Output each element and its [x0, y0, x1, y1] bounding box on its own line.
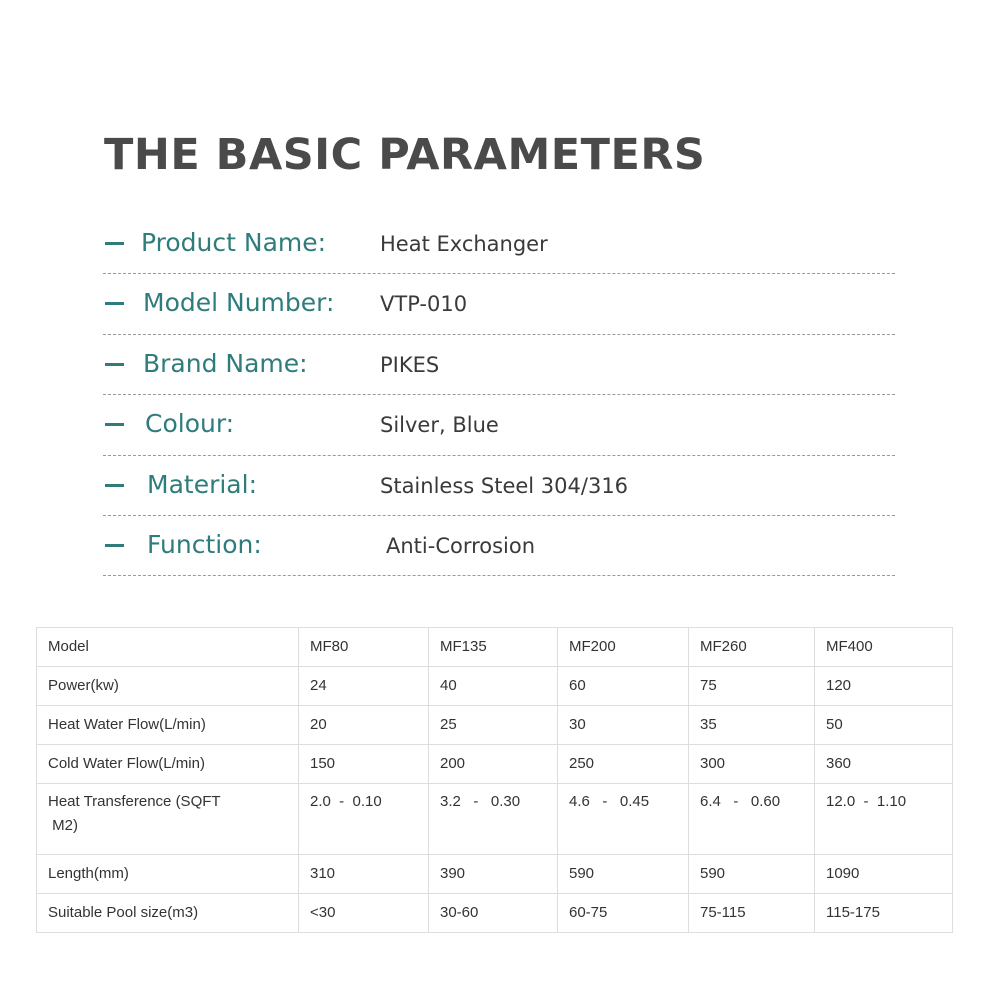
table-cell: 6.4 - 0.60 [689, 784, 815, 855]
table-cell: 35 [689, 706, 815, 745]
param-row-colour [103, 395, 895, 455]
table-header-cell: Model [37, 628, 299, 667]
table-row [37, 667, 953, 706]
table-cell: Heat Transference (SQFT M2) [37, 784, 299, 855]
dash-icon [105, 423, 124, 426]
table-cell: 30-60 [429, 894, 558, 933]
dash-icon [105, 363, 124, 366]
table-cell: 75 [689, 667, 815, 706]
dash-icon [105, 242, 124, 245]
table-cell: 310 [299, 855, 429, 894]
param-value: Anti-Corrosion [386, 533, 536, 558]
table-cell: 390 [429, 855, 558, 894]
table-cell: 30 [558, 706, 689, 745]
table-cell: 300 [689, 745, 815, 784]
table-cell: 120 [815, 667, 953, 706]
spec-table [36, 627, 953, 933]
table-cell: 40 [429, 667, 558, 706]
param-row-material [103, 456, 895, 516]
dash-icon [105, 302, 124, 305]
table-cell: 1090 [815, 855, 953, 894]
table-cell: 12.0 - 1.10 [815, 784, 953, 855]
parameter-list [103, 214, 895, 576]
table-row [37, 784, 953, 855]
table-header-cell: MF400 [815, 628, 953, 667]
page-title: THE BASIC PARAMETERS [104, 130, 706, 180]
table-cell: 115-175 [815, 894, 953, 933]
table-cell: 24 [299, 667, 429, 706]
table-cell: 590 [558, 855, 689, 894]
table-header-row [37, 628, 953, 667]
param-label: Model Number: [143, 288, 335, 318]
param-row-function [103, 516, 895, 576]
param-value: Silver, Blue [380, 413, 499, 438]
table-row [37, 745, 953, 784]
table-row [37, 894, 953, 933]
dash-icon [105, 484, 124, 487]
dash-icon [105, 544, 124, 547]
param-row-brand-name [103, 335, 895, 395]
table-cell: 250 [558, 745, 689, 784]
table-cell: Length(mm) [37, 855, 299, 894]
param-value: PIKES [380, 352, 440, 377]
param-label: Brand Name: [143, 348, 308, 378]
table-cell: 60-75 [558, 894, 689, 933]
table-row [37, 706, 953, 745]
param-value: Heat Exchanger [380, 232, 548, 256]
table-cell: 75-115 [689, 894, 815, 933]
table-cell: 25 [429, 706, 558, 745]
param-label: Colour: [145, 409, 235, 439]
param-label: Function: [147, 529, 262, 559]
param-value: Stainless Steel 304/316 [380, 473, 629, 498]
table-cell: <30 [299, 894, 429, 933]
table-cell: Heat Water Flow(L/min) [37, 706, 299, 745]
table-header-cell: MF200 [558, 628, 689, 667]
table-cell: Power(kw) [37, 667, 299, 706]
param-label: Material: [147, 469, 257, 499]
table-cell: Suitable Pool size(m3) [37, 894, 299, 933]
table-cell: 200 [429, 745, 558, 784]
table-cell: 150 [299, 745, 429, 784]
table-cell: 360 [815, 745, 953, 784]
param-row-product-name [103, 214, 895, 274]
param-label: Product Name: [141, 228, 327, 257]
param-value: VTP-010 [380, 292, 468, 317]
table-cell: 60 [558, 667, 689, 706]
table-cell: 3.2 - 0.30 [429, 784, 558, 855]
table-cell: 4.6 - 0.45 [558, 784, 689, 855]
table-cell: 590 [689, 855, 815, 894]
table-cell: 2.0 - 0.10 [299, 784, 429, 855]
table-header-cell: MF260 [689, 628, 815, 667]
table-cell: 20 [299, 706, 429, 745]
table-header-cell: MF135 [429, 628, 558, 667]
table-row [37, 855, 953, 894]
param-row-model-number [103, 274, 895, 334]
table-header-cell: MF80 [299, 628, 429, 667]
table-cell: Cold Water Flow(L/min) [37, 745, 299, 784]
table-cell: 50 [815, 706, 953, 745]
